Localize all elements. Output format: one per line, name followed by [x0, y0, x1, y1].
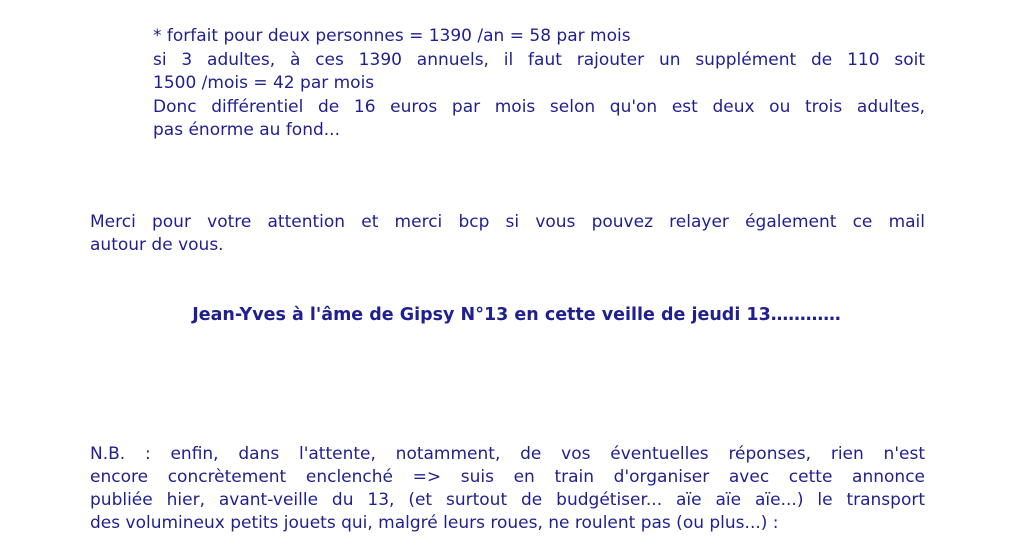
- conclusion-line: pas énorme au fond...: [153, 120, 340, 140]
- nb-line-3: publiée hier, avant-veille du 13, (et surtout de budgétiser... aïe aïe aïe...) le transport: [90, 490, 925, 510]
- nb-line-1: N.B. : enfin, dans l'attente, notamment, de vos éventuelles réponses, rien n'est: [90, 444, 925, 464]
- forfait-line: * forfait pour deux personnes = 1390 /an = 58 par mois: [153, 26, 631, 46]
- nb-line-4: des volumineux petits jouets qui, malgré leurs roues, ne roulent pas (ou plus...) :: [90, 513, 779, 533]
- monthly-line: 1500 /mois = 42 par mois: [153, 73, 375, 93]
- signature: Jean-Yves à l'âme de Gipsy N°13 en cette veille de jeudi 13…………: [192, 305, 841, 325]
- thanks-line-2: autour de vous.: [90, 235, 224, 255]
- nb-line-2: encore concrètement enclenché => suis en train d'organiser avec cette annonce: [90, 467, 925, 487]
- thanks-line-1: Merci pour votre attention et merci bcp si vous pouvez relayer également ce mail: [90, 212, 925, 232]
- supplement-line: si 3 adultes, à ces 1390 annuels, il faut rajouter un supplément de 110 soit: [153, 50, 925, 70]
- differential-line: Donc différentiel de 16 euros par mois selon qu'on est deux ou trois adultes,: [153, 97, 925, 117]
